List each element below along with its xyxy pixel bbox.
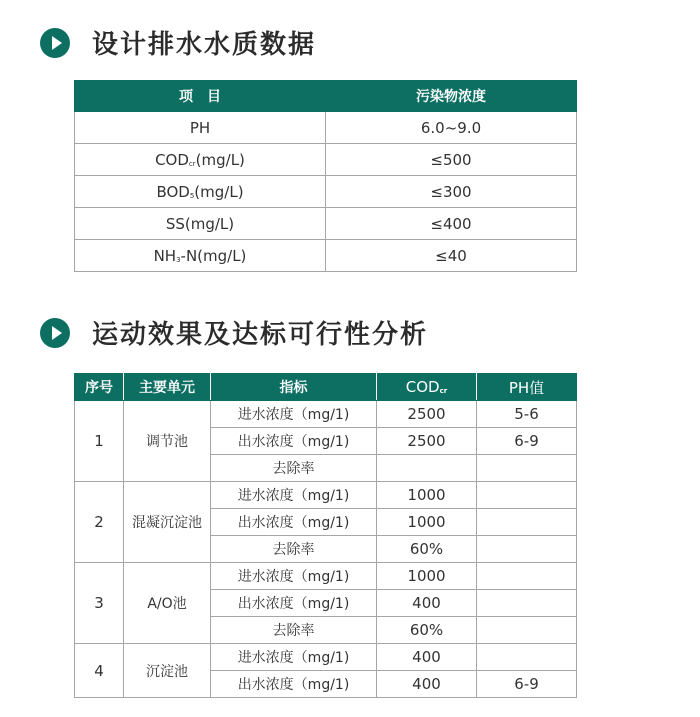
- design-water-quality-table: [74, 80, 577, 272]
- treatment-effect-table: [74, 373, 577, 698]
- cod-cell: 400: [377, 644, 477, 671]
- table-row: [75, 644, 577, 671]
- table-row: [75, 482, 577, 509]
- ph-cell: [477, 455, 577, 482]
- row-number-cell: 2: [75, 482, 124, 563]
- item-name: SS(mg/L): [165, 214, 235, 233]
- header-pollutant-concentration: 污染物浓度: [326, 81, 577, 112]
- index-cell: 进水浓度（mg/1): [211, 482, 377, 509]
- index-cell: 去除率: [211, 617, 377, 644]
- concentration-cell: ≤40: [326, 240, 577, 272]
- item-name: COD: [155, 150, 189, 169]
- row-number-cell: 3: [75, 563, 124, 644]
- section-title: 设计排水水质数据: [92, 30, 317, 60]
- section-heading-effect-analysis: [40, 314, 428, 351]
- concentration-cell: ≤500: [326, 144, 577, 176]
- header-item: 项 目: [75, 81, 326, 112]
- cod-cell: 2500: [377, 401, 477, 428]
- item-cell: [75, 176, 326, 208]
- ph-cell: 6-9: [477, 428, 577, 455]
- item-subscript: 5: [189, 191, 195, 200]
- index-cell: 去除率: [211, 536, 377, 563]
- unit-cell: 调节池: [124, 401, 211, 482]
- concentration-cell: ≤300: [326, 176, 577, 208]
- ph-cell: [477, 536, 577, 563]
- cod-cell: [377, 455, 477, 482]
- item-subscript: 3: [176, 255, 181, 264]
- index-cell: 出水浓度（mg/1): [211, 671, 377, 698]
- cod-cell: 60%: [377, 536, 477, 563]
- index-cell: 去除率: [211, 455, 377, 482]
- play-icon: [40, 28, 70, 58]
- row-number-cell: 1: [75, 401, 124, 482]
- item-subscript: cr: [188, 159, 196, 168]
- header-no: 序号: [75, 374, 124, 401]
- table-header-row: [75, 374, 577, 401]
- item-name: NH: [153, 246, 177, 265]
- table-row: [75, 401, 577, 428]
- cod-cell: 400: [377, 590, 477, 617]
- index-cell: 进水浓度（mg/1): [211, 401, 377, 428]
- item-cell: [75, 208, 326, 240]
- cod-cell: 60%: [377, 617, 477, 644]
- section-title: 运动效果及达标可行性分析: [92, 320, 429, 350]
- cod-cell: 2500: [377, 428, 477, 455]
- ph-cell: [477, 617, 577, 644]
- item-unit: (mg/L): [194, 182, 244, 201]
- table-row: [75, 208, 577, 240]
- header-cod: [377, 374, 477, 401]
- table-row: [75, 176, 577, 208]
- table-row: [75, 240, 577, 272]
- ph-cell: 6-9: [477, 671, 577, 698]
- item-cell: [75, 240, 326, 272]
- cod-cell: 1000: [377, 509, 477, 536]
- ph-cell: [477, 590, 577, 617]
- header-unit: 主要单元: [124, 374, 211, 401]
- section-heading-design-water-quality: [40, 24, 316, 61]
- unit-cell: 混凝沉淀池: [124, 482, 211, 563]
- concentration-cell: 6.0~9.0: [326, 112, 577, 144]
- table-header-row: [75, 81, 577, 112]
- table-row: [75, 563, 577, 590]
- cod-cell: 400: [377, 671, 477, 698]
- ph-cell: [477, 644, 577, 671]
- header-cod-label: COD: [405, 378, 440, 396]
- ph-cell: [477, 563, 577, 590]
- ph-cell: 5-6: [477, 401, 577, 428]
- item-name: PH: [189, 118, 211, 137]
- cod-cell: 1000: [377, 482, 477, 509]
- index-cell: 出水浓度（mg/1): [211, 590, 377, 617]
- play-icon: [40, 318, 70, 348]
- item-cell: [75, 144, 326, 176]
- index-cell: 出水浓度（mg/1): [211, 428, 377, 455]
- index-cell: 进水浓度（mg/1): [211, 644, 377, 671]
- table-row: [75, 144, 577, 176]
- ph-cell: [477, 509, 577, 536]
- item-cell: [75, 112, 326, 144]
- item-name: BOD: [156, 182, 190, 201]
- unit-cell: 沉淀池: [124, 644, 211, 698]
- cod-cell: 1000: [377, 563, 477, 590]
- index-cell: 进水浓度（mg/1): [211, 563, 377, 590]
- unit-cell: A/O池: [124, 563, 211, 644]
- header-cod-subscript: cr: [439, 387, 448, 395]
- index-cell: 出水浓度（mg/1): [211, 509, 377, 536]
- header-index: 指标: [211, 374, 377, 401]
- table-row: [75, 112, 577, 144]
- ph-cell: [477, 482, 577, 509]
- header-ph: PH值: [477, 374, 577, 401]
- row-number-cell: 4: [75, 644, 124, 698]
- item-unit: (mg/L): [195, 150, 245, 169]
- concentration-cell: ≤400: [326, 208, 577, 240]
- item-unit: -N(mg/L): [180, 246, 247, 265]
